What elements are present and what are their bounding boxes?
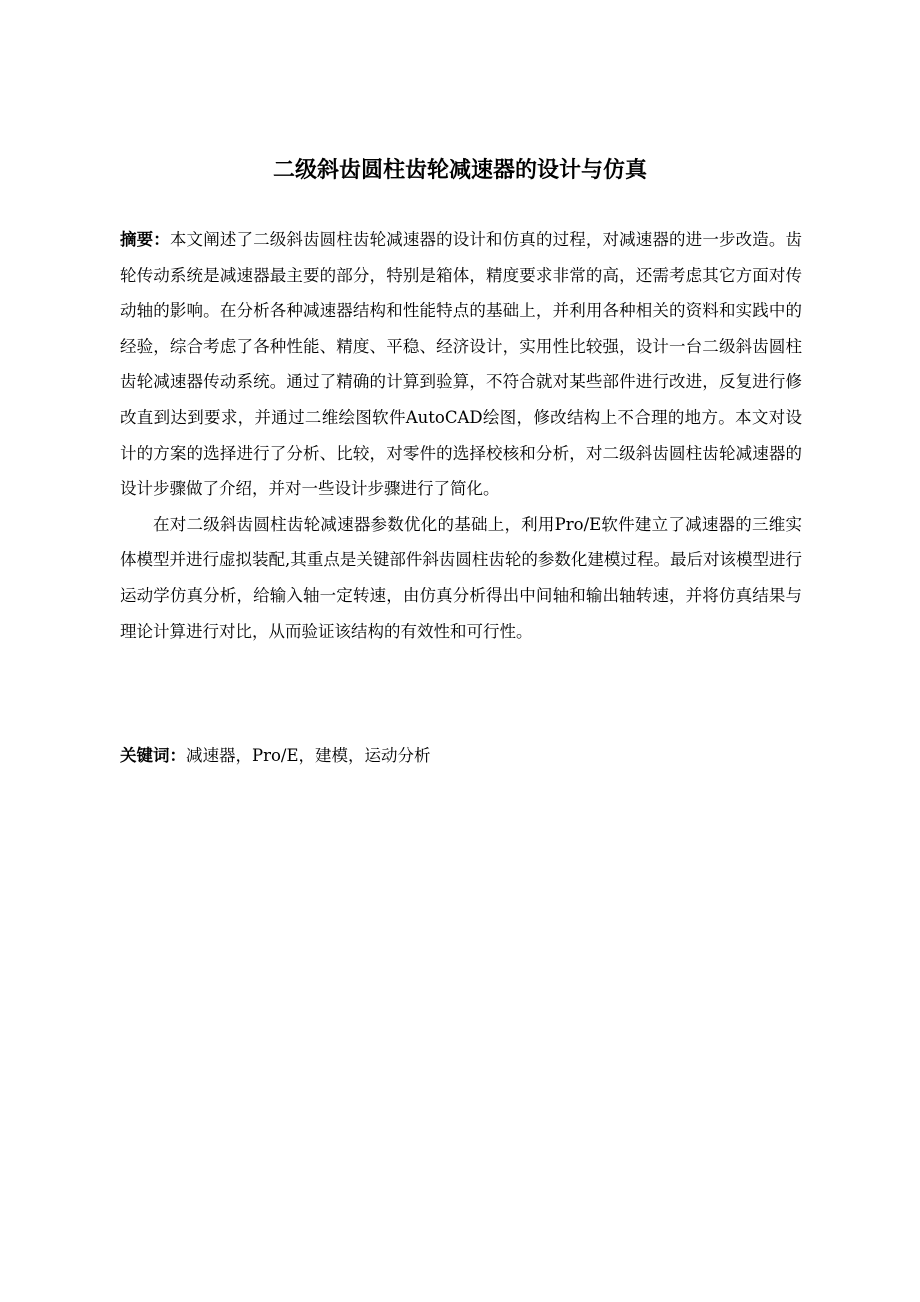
abstract-section [120, 222, 802, 649]
abstract-text-1: 本文阐述了二级斜齿圆柱齿轮减速器的设计和仿真的过程，对减速器的进一步改造。齿轮传动系统是减速器最主要的部分，特别是箱体，精度要求非常的高，还需考虑其它方面对传动轴的影响。在分析各种减速器结构和性能特点的基础上，并利用各种相关的资料和实践中的经验，综合考虑了各种性能、精度、平稳、经济设计，实用性比较强，设计一台二级斜齿圆柱齿轮减速器传动系统。通过了精确的计算到验算，不符合就对某些部件进行改进，反复进行修改直到达到要求，并通过二维绘图软件AutoCAD绘图，修改结构上不合理的地方。本文对设计的方案的选择进行了分析、比较，对零件的选择校核和分析，对二级斜齿圆柱齿轮减速器的设计步骤做了介绍，并对一些设计步骤进行了简化。 [120, 230, 803, 499]
document-title: 二级斜齿圆柱齿轮减速器的设计与仿真 [272, 157, 647, 183]
abstract-paragraph-1 [120, 222, 802, 507]
keywords-text: 减速器，Pro/E，建模，运动分析 [186, 746, 431, 765]
keywords-section [120, 738, 802, 773]
abstract-paragraph-2: 在对二级斜齿圆柱齿轮减速器参数优化的基础上，利用Pro/E软件建立了减速器的三维实体模型并进行虚拟装配,其重点是关键部件斜齿圆柱齿轮的参数化建模过程。最后对该模型进行运动学仿真分析，给输入轴一定转速，由仿真分析得出中间轴和输出轴转速，并将仿真结果与理论计算进行对比，从而验证该结构的有效性和可行性。 [120, 514, 802, 641]
abstract-label: 摘要： [120, 230, 170, 249]
keywords-label: 关键词： [120, 746, 186, 765]
